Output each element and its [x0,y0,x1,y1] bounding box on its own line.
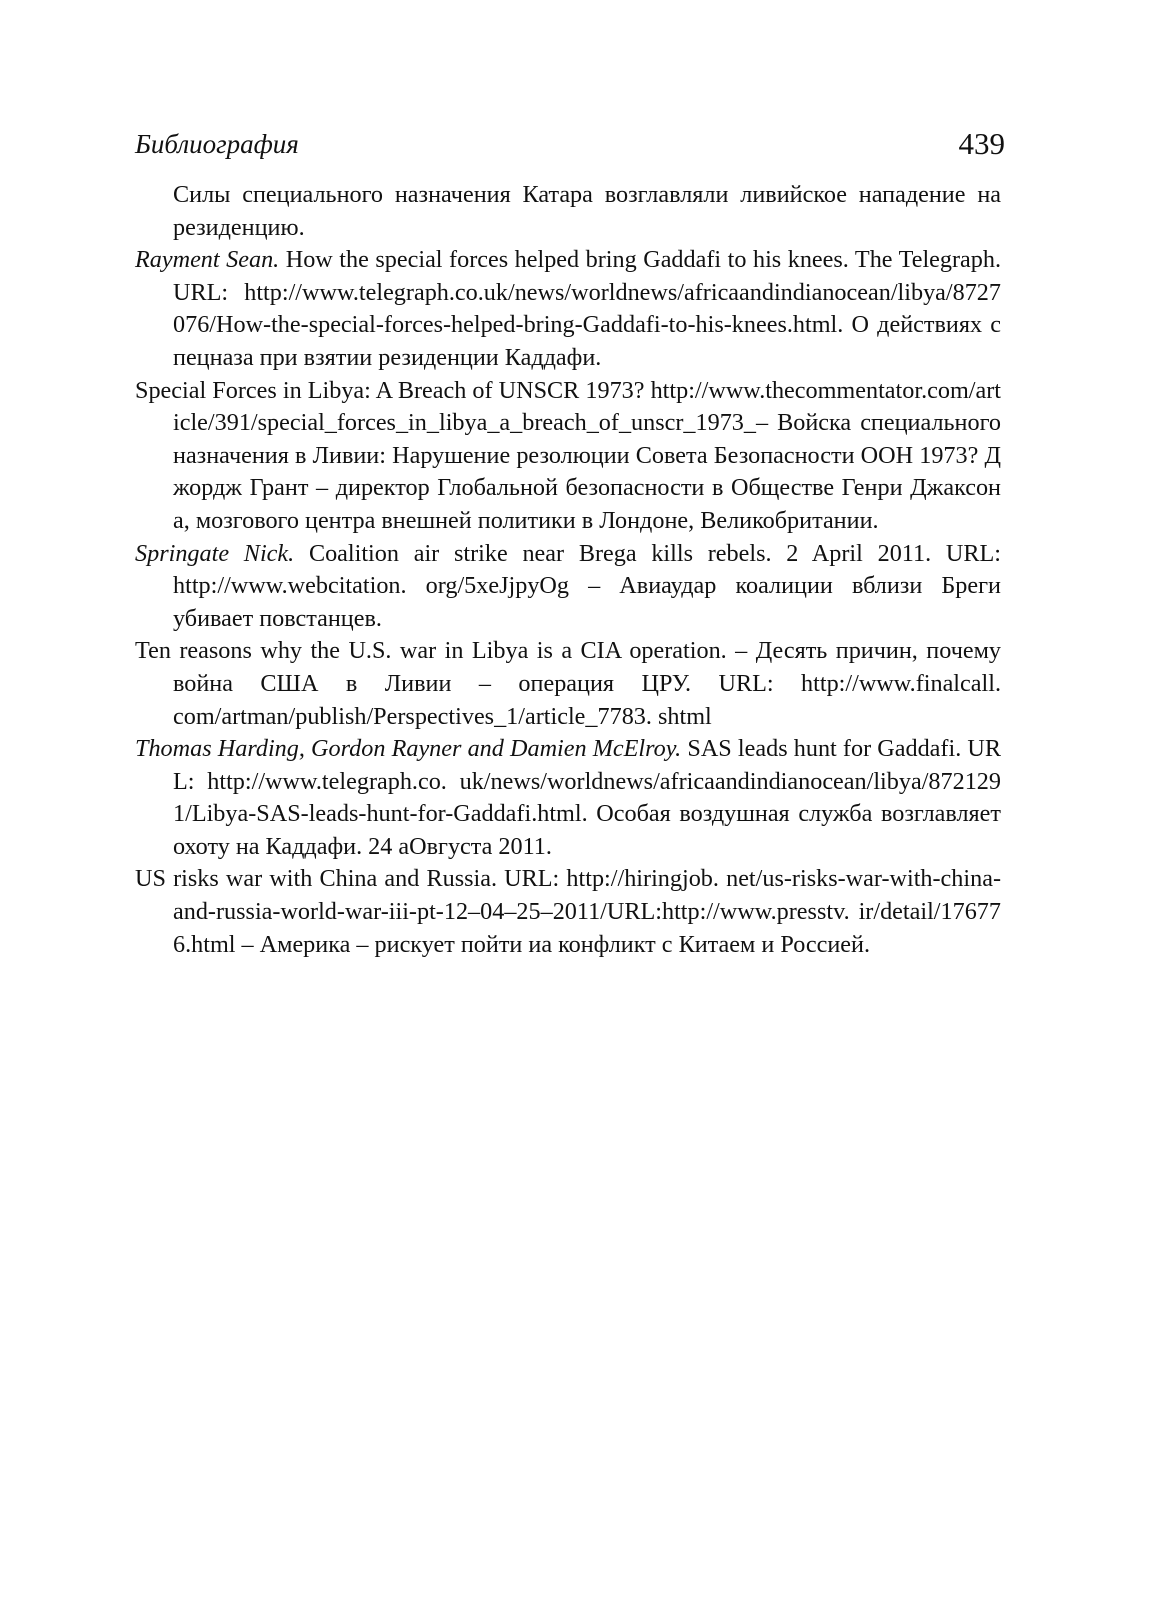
entry-author: Rayment Sean. [135,246,280,274]
bibliography-entry-us-risks [135,863,1001,961]
entry-text: US risks war with China and Russia. URL: http://hiringjob. net/us-risks-war-with-china-and-russia-world-war-iii-pt-12–04–25–2011/URL:http://www.presstv. ir/detail/176776.html – Америка – рискует пойти иа конфликт с Китаем и Россией. [135,865,1001,958]
entry-text: Coalition air strike near Brega kills rebels. 2 April 2011. URL: http://www.webcitation. org/5xeJjpyOg – Авиаудар коалиции вблизи Бреги убивает повстанцев. [173,539,1001,632]
entry-text: Ten reasons why the U.S. war in Libya is a CIA operation. – Десять причин, почему война США в Ливии – операция ЦРУ. URL: http://www.finalcall. com/artman/publish/Perspectives_1/article_7783. shtml [135,637,1001,730]
bibliography-entry-harding [135,733,1001,863]
page-number: 439 [958,126,1005,161]
entry-text: Силы специального назначения Катара возглавляли ливийское нападение на резиденцию. [173,181,1001,241]
running-head [135,128,1005,168]
bibliography-entry-springate [135,538,1001,636]
entry-author: Springate Nick. [135,539,295,567]
entry-author: Thomas Harding, Gordon Rayner and Damien McElroy. [135,735,682,763]
bibliography-entry-continuation [135,179,1001,244]
running-title: Библиография [135,129,299,159]
entry-text: Special Forces in Libya: A Breach of UNSCR 1973? http://www.thecommentator.com/article/391/special_forces_in_libya_a_breach_of_unscr_1973_– Войска специального назначения в Ливии: Нарушение резолюции Совета Безопасности ООН 1973? Джордж Грант – директор Глобальной безопасности в Обществе Генри Джаксона, мозгового центра внешней политики в Лондоне, Великобритании. [135,376,1001,534]
bibliography-list [135,179,1001,961]
entry-text: How the special forces helped bring Gaddafi to his knees. The Telegraph. URL: http://www.telegraph.co.uk/news/worldnews/africaandindianocean/libya/8727076/How-the-special-forces-helped-bring-Gaddafi-to-his-knees.html. О действиях спецназа при взятии резиденции Каддафи. [173,246,1002,371]
bibliography-entry-ten-reasons [135,635,1001,733]
bibliography-entry-special-forces [135,375,1001,538]
entry-text: SAS leads hunt for Gaddafi. URL: http://www.telegraph.co. uk/news/worldnews/africaandindianocean/libya/8721291/Libya-SAS-leads-hunt-for-Gaddafi.html. Особая воздушная служба возглавляет охоту на Каддафи. 24 аОвгуста 2011. [173,735,1001,860]
bibliography-entry-rayment [135,244,1001,374]
